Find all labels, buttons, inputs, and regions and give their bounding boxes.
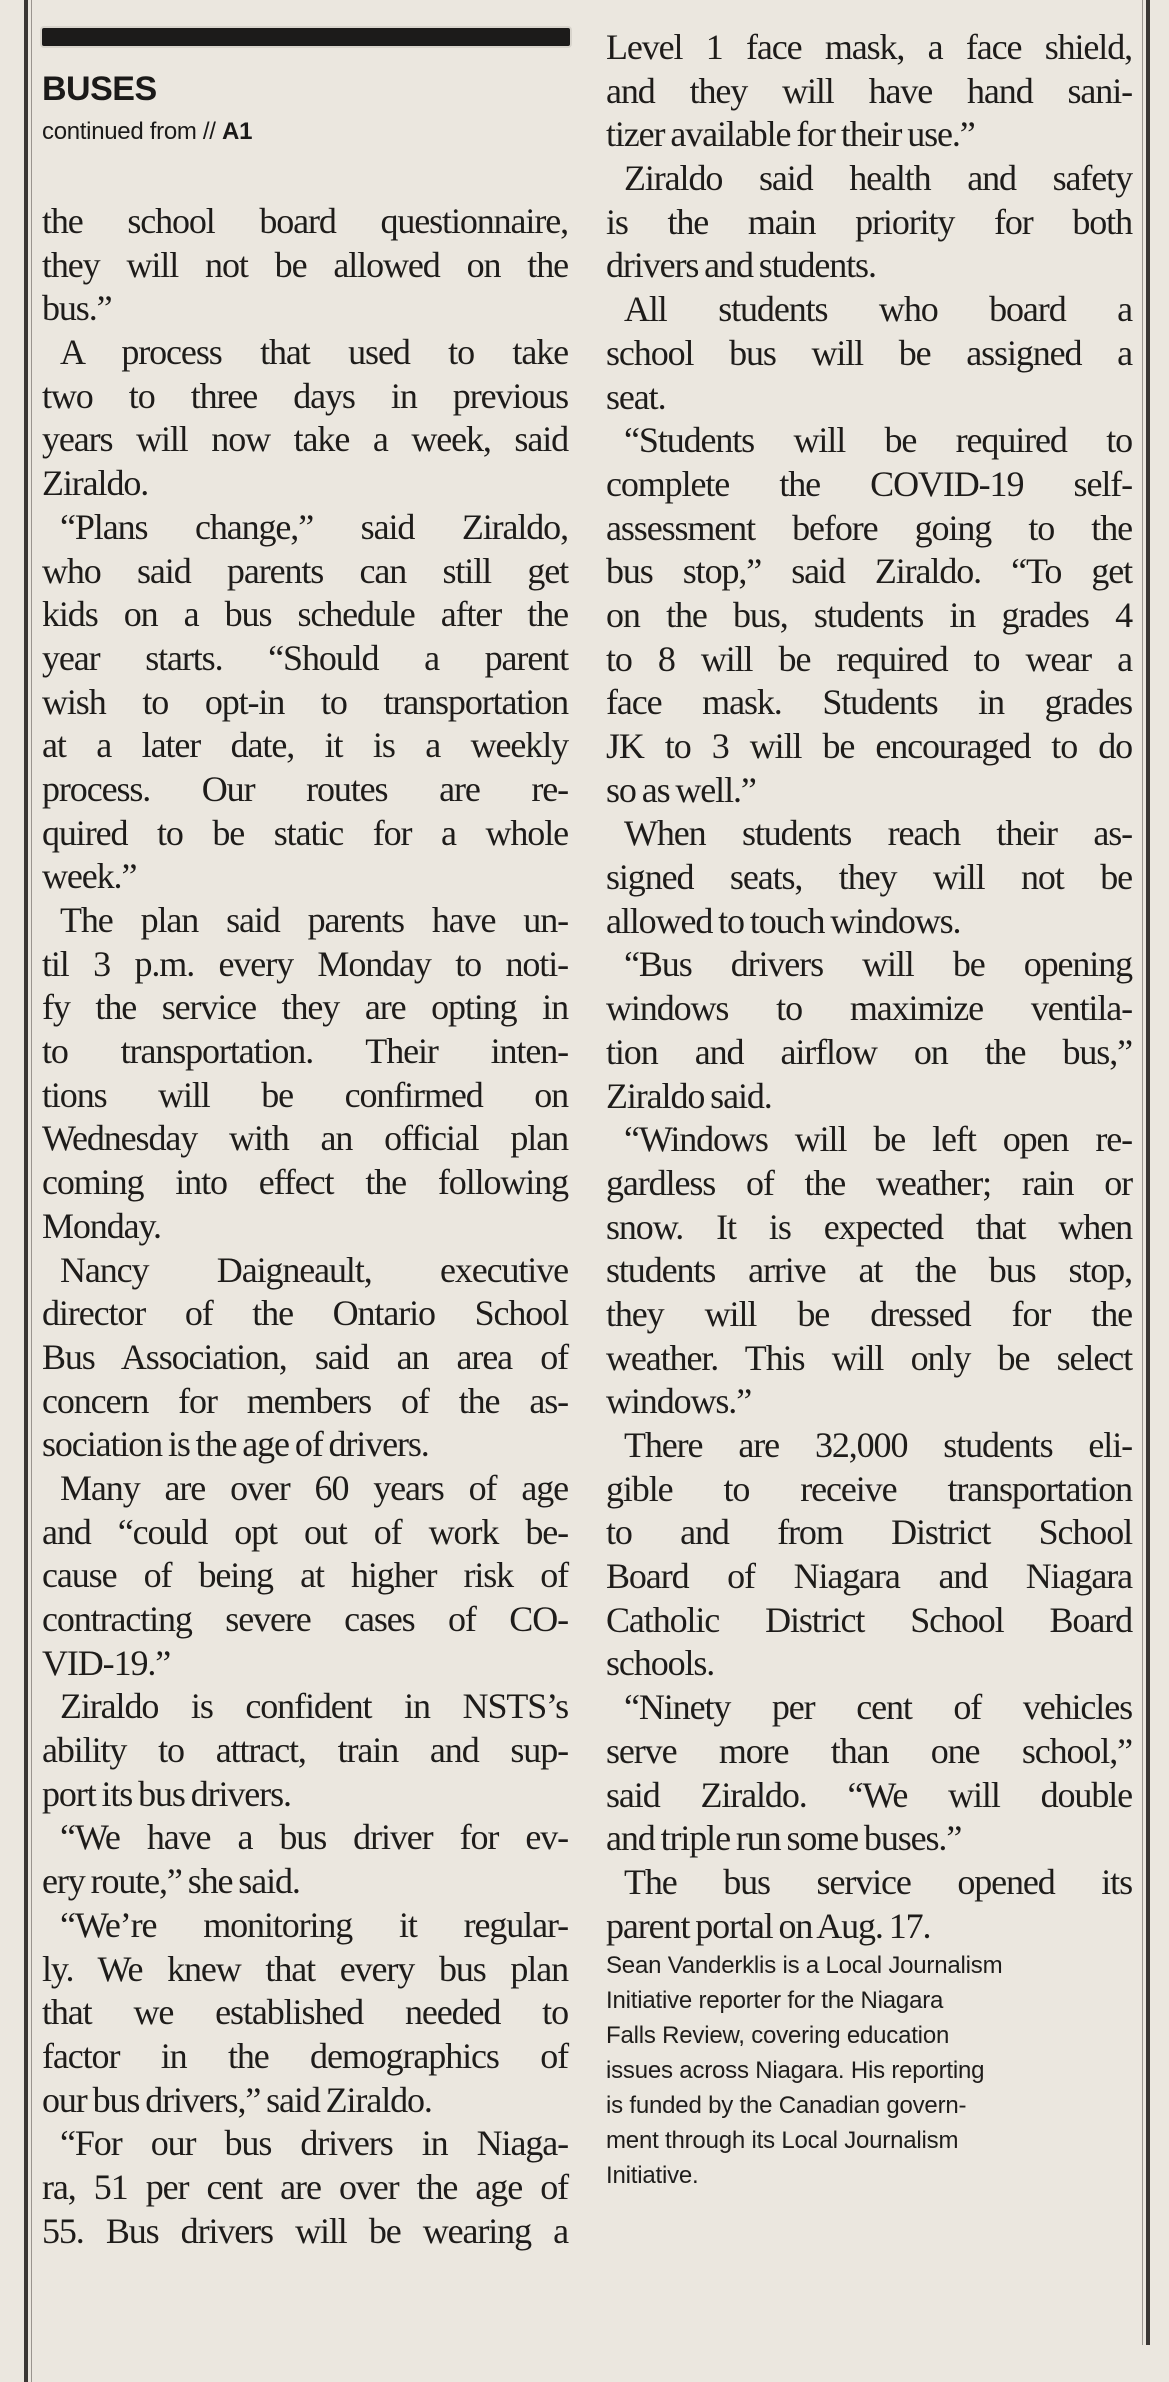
article-text-line: to 8 will be required to wear a xyxy=(606,638,1132,679)
article-text-line: and triple run some buses.” xyxy=(606,1818,962,1859)
article-text-line: “Ninety per cent of vehicles xyxy=(624,1687,1132,1728)
article-text-line: “Plans change,” said Ziraldo, xyxy=(60,506,568,547)
article-text-line: quired to be static for a whole xyxy=(42,812,568,853)
article-text-line: school bus will be assigned a xyxy=(606,332,1132,373)
author-bio-line: Initiative reporter for the Niagara xyxy=(606,1987,944,2015)
article-text-line: windows.” xyxy=(606,1381,752,1422)
article-text-line: contracting severe cases of CO- xyxy=(42,1599,568,1639)
article-text-line: so as well.” xyxy=(606,769,756,810)
article-text-line: Nancy Daigneault, executive xyxy=(60,1249,568,1290)
article-text-line: tions will be confirmed on xyxy=(42,1074,568,1115)
jump-line-prefix: continued from // xyxy=(42,118,216,145)
article-text-line: kids on a bus schedule after the xyxy=(42,594,568,635)
column-rule-right xyxy=(1146,0,1150,2345)
article-text-line: director of the Ontario School xyxy=(42,1293,568,1334)
article-text-line: Ziraldo. xyxy=(42,463,149,504)
article-text-line: coming into effect the following xyxy=(42,1162,568,1203)
article-text-line: year starts. “Should a parent xyxy=(42,637,568,678)
article-text-line: “For our bus drivers in Niaga- xyxy=(60,2123,568,2164)
article-text-line: serve more than one school,” xyxy=(606,1730,1132,1771)
article-text-line: All students who board a xyxy=(624,289,1132,330)
article-text-line: face mask. Students in grades xyxy=(606,682,1132,723)
author-bio-line: Sean Vanderklis is a Local Journalism xyxy=(606,1952,1003,1980)
article-text-line: at a later date, it is a weekly xyxy=(42,725,568,766)
article-text-line: When students reach their as- xyxy=(624,813,1132,854)
article-text-line: “We’re monitoring it regular- xyxy=(60,1904,568,1945)
article-text-line: A process that used to take xyxy=(60,332,568,373)
article-text-line: gible to receive transportation xyxy=(606,1468,1132,1509)
article-text-line: and they will have hand sani- xyxy=(606,70,1132,111)
author-bio-line: Initiative. xyxy=(606,2162,699,2190)
article-text-line: Many are over 60 years of age xyxy=(60,1467,568,1508)
article-text-line: Level 1 face mask, a face shield, xyxy=(606,27,1132,67)
author-bio-line: ment through its Local Journalism xyxy=(606,2127,959,2155)
article-text-line: who said parents can still get xyxy=(42,550,568,591)
article-text-line: Wednesday with an official plan xyxy=(42,1118,568,1159)
jump-line xyxy=(42,118,252,146)
article-text-line: tion and airflow on the bus,” xyxy=(606,1031,1132,1072)
article-text-line: Ziraldo said. xyxy=(606,1075,772,1116)
article-text-line: to transportation. Their inten- xyxy=(42,1031,568,1072)
jump-line-page: A1 xyxy=(222,118,253,145)
article-text-line: Board of Niagara and Niagara xyxy=(606,1556,1132,1597)
article-text-line: til 3 p.m. every Monday to noti- xyxy=(42,943,568,984)
article-text-line: on the bus, students in grades 4 xyxy=(606,594,1132,635)
article-text-line: that we established needed to xyxy=(42,1992,568,2033)
article-text-line: is the main priority for both xyxy=(606,201,1132,242)
article-text-line: complete the COVID-19 self- xyxy=(606,463,1132,504)
article-text-line: Catholic District School Board xyxy=(606,1599,1132,1640)
article-text-line: There are 32,000 students eli- xyxy=(624,1425,1132,1465)
article-text-line: sociation is the age of drivers. xyxy=(42,1424,429,1465)
article-text-line: schools. xyxy=(606,1643,715,1684)
article-text-line: “Bus drivers will be opening xyxy=(624,944,1132,985)
article-text-line: “Windows will be left open re- xyxy=(624,1119,1132,1160)
article-text-line: 55. Bus drivers will be wearing a xyxy=(42,2210,568,2251)
article-text-line: drivers and students. xyxy=(606,245,876,286)
author-bio-line: is funded by the Canadian govern- xyxy=(606,2092,967,2120)
article-text-line: Bus Association, said an area of xyxy=(42,1336,568,1377)
author-bio-line: issues across Niagara. His reporting xyxy=(606,2057,985,2085)
article-text-line: Ziraldo is confident in NSTS’s xyxy=(60,1686,568,1727)
article-text-line: ra, 51 per cent are over the age of xyxy=(42,2166,568,2207)
article-text-line: bus stop,” said Ziraldo. “To get xyxy=(606,551,1132,592)
article-text-line: ery route,” she said. xyxy=(42,1861,300,1902)
article-text-line: two to three days in previous xyxy=(42,375,568,416)
author-bio xyxy=(606,1948,1132,2193)
article-text-line: parent portal on Aug. 17. xyxy=(606,1905,931,1946)
article-text-line: to and from District School xyxy=(606,1512,1132,1553)
article-text-line: The bus service opened its xyxy=(624,1861,1132,1902)
article-text-line: ability to attract, train and sup- xyxy=(42,1730,568,1771)
column-rule-left xyxy=(24,0,28,2382)
article-text-line: and “could opt out of work be- xyxy=(42,1511,568,1552)
article-text-line: assessment before going to the xyxy=(606,507,1132,548)
article-text-line: our bus drivers,” said Ziraldo. xyxy=(42,2079,432,2120)
article-column-2-body xyxy=(606,26,1132,1948)
article-text-line: Monday. xyxy=(42,1205,161,1246)
column-rule-left-thin xyxy=(31,0,32,2382)
article-text-line: seat. xyxy=(606,376,666,417)
column-rule-right-thin xyxy=(1142,0,1143,2345)
article-text-line: gardless of the weather; rain or xyxy=(606,1162,1132,1203)
article-text-line: ly. We knew that every bus plan xyxy=(42,1948,568,1989)
article-text-line: said Ziraldo. “We will double xyxy=(606,1774,1132,1815)
article-text-line: weather. This will only be select xyxy=(606,1337,1132,1378)
article-text-line: The plan said parents have un- xyxy=(60,900,568,940)
section-top-bar xyxy=(42,28,570,46)
article-text-line: they will be dressed for the xyxy=(606,1293,1132,1334)
article-text-line: “We have a bus driver for ev- xyxy=(60,1817,568,1858)
article-text-line: wish to opt-in to transportation xyxy=(42,681,568,722)
article-text-line: fy the service they are opting in xyxy=(42,987,568,1028)
article-text-line: week.” xyxy=(42,856,137,897)
article-text-line: bus.” xyxy=(42,288,112,329)
article-text-line: snow. It is expected that when xyxy=(606,1206,1132,1247)
article-text-line: years will now take a week, said xyxy=(42,419,568,460)
article-text-line: “Students will be required to xyxy=(624,420,1132,461)
article-text-line: Ziraldo said health and safety xyxy=(624,158,1132,199)
article-text-line: process. Our routes are re- xyxy=(42,768,568,809)
article-column-2 xyxy=(606,26,1132,2193)
article-text-line: factor in the demographics of xyxy=(42,2035,568,2076)
article-text-line: VID-19.” xyxy=(42,1642,171,1683)
article-text-line: concern for members of the as- xyxy=(42,1380,568,1421)
article-text-line: the school board questionnaire, xyxy=(42,201,568,241)
article-text-line: they will not be allowed on the xyxy=(42,244,568,285)
article-text-line: tizer available for their use.” xyxy=(606,114,975,155)
article-text-line: allowed to touch windows. xyxy=(606,900,961,941)
article-column-1 xyxy=(42,200,568,2253)
article-kicker: BUSES xyxy=(42,70,157,108)
article-text-line: port its bus drivers. xyxy=(42,1773,291,1814)
article-text-line: students arrive at the bus stop, xyxy=(606,1250,1132,1291)
article-text-line: signed seats, they will not be xyxy=(606,857,1132,898)
author-bio-line: Falls Review, covering education xyxy=(606,2022,950,2050)
article-text-line: cause of being at higher risk of xyxy=(42,1555,568,1596)
article-text-line: windows to maximize ventila- xyxy=(606,988,1132,1029)
article-text-line: JK to 3 will be encouraged to do xyxy=(606,726,1132,766)
